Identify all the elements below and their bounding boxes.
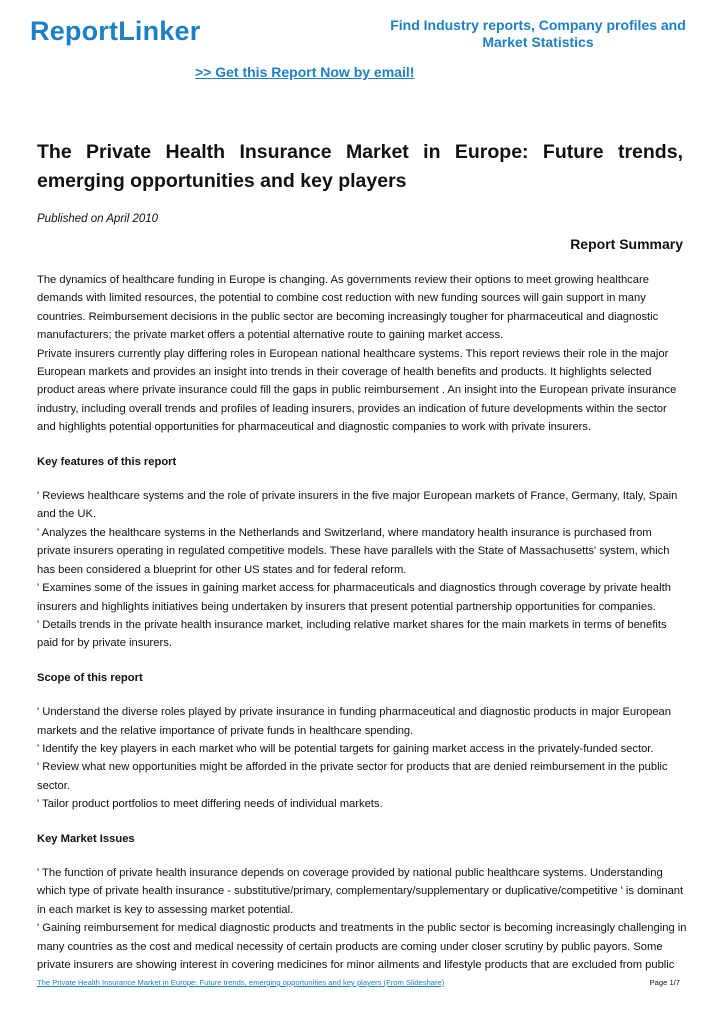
market-issue-item: ' The function of private health insurance depends on coverage provided by national public healthcare systems. Understanding which type of private health insurance - substitutive/primary, complementary/supplementary or duplicative/competitive ' is dominant in each market is key to assessing market potential.: [37, 866, 684, 916]
scope-item: ' Review what new opportunities might be afforded in the private sector for products that are denied reimbursement in the public sector.: [37, 761, 668, 792]
key-feature-item: ' Reviews healthcare systems and the role of private insurers in the five major European markets of France, Germany, Italy, Spain and the UK.: [37, 490, 678, 521]
get-report-link[interactable]: >> Get this Report Now by email!: [195, 64, 415, 80]
key-feature-item: ' Examines some of the issues in gaining market access for pharmaceuticals and diagnostics through coverage by private health insurers and highlights initiatives being undertaken by insurers that present potential partnership opportunities for companies.: [37, 582, 671, 613]
report-title: The Private Health Insurance Market in Europe: Future trends, emerging opportunities and key players: [37, 141, 683, 192]
key-feature-item: ' Analyzes the healthcare systems in the Netherlands and Switzerland, where mandatory health insurance is purchased from private insurers operating in regulated competitive models. These have parallels with the State of Massachusetts' system, which has been considered a blueprint for other US states and for federal reform.: [37, 526, 670, 576]
reportlinker-logo[interactable]: ReportLinker: [30, 16, 201, 46]
scope-item: ' Understand the diverse roles played by private insurance in funding pharmaceutical and diagnostic products in major European markets and the relative importance of private funds in healthcare spending.: [37, 706, 671, 737]
report-summary-heading: Report Summary: [570, 236, 683, 252]
page-number: Page 1/7: [649, 978, 680, 987]
intro-paragraph: The dynamics of healthcare funding in Europe is changing. As governments review their options to meet growing healthcare demands with limited resources, the potential to combine cost reduction with new funding sources will gain support in many countries. Reimbursement decisions in the public sector are becoming increasingly tougher for pharmaceutical and diagnostic manufacturers; the private market offers a potential alternative route to gaining market access.: [37, 274, 659, 342]
header-tagline: Find Industry reports, Company profiles and Market Statistics: [390, 17, 686, 50]
key-feature-item: ' Details trends in the private health insurance market, including relative market shares for the main markets in terms of benefits paid for by private insurers.: [37, 618, 667, 650]
intro-paragraph: Private insurers currently play differing roles in European national healthcare systems. This report reviews their role in the major European markets and provides an insight into trends in their coverage of health benefits and products. It highlights selected product areas where private insurance could fill the gaps in public reimbursement . An insight into the European private insurance industry, including overall trends and profiles of leading insurers, provides an indication of future developments within the sector and highlights potential opportunities for pharmaceutical and diagnostic companies to work with private insurers.: [37, 347, 677, 434]
key-features-heading: Key features of this report: [37, 455, 177, 468]
report-body: [37, 271, 687, 974]
market-issue-item: ' Gaining reimbursement for medical diagnostic products and treatments in the public sector is becoming increasingly challenging in many countries as the cost and medical necessity of certain products are coming under closer scrutiny by public payors. Some private insurers are showing interest in covering medicines for minor ailments and lifestyle products that are excluded from public: [37, 922, 687, 971]
footer-source-link[interactable]: The Private Health Insurance Market in Europe: Future trends, emerging opportunities and key players (From Slideshare): [37, 978, 445, 987]
key-market-issues-heading: Key Market Issues: [37, 832, 135, 845]
published-date: Published on April 2010: [37, 213, 159, 225]
scope-item: ' Tailor product portfolios to meet differing needs of individual markets.: [37, 798, 383, 811]
scope-item: ' Identify the key players in each market who will be potential targets for gaining market access in the privately-funded sector.: [37, 742, 654, 755]
scope-heading: Scope of this report: [37, 671, 143, 684]
